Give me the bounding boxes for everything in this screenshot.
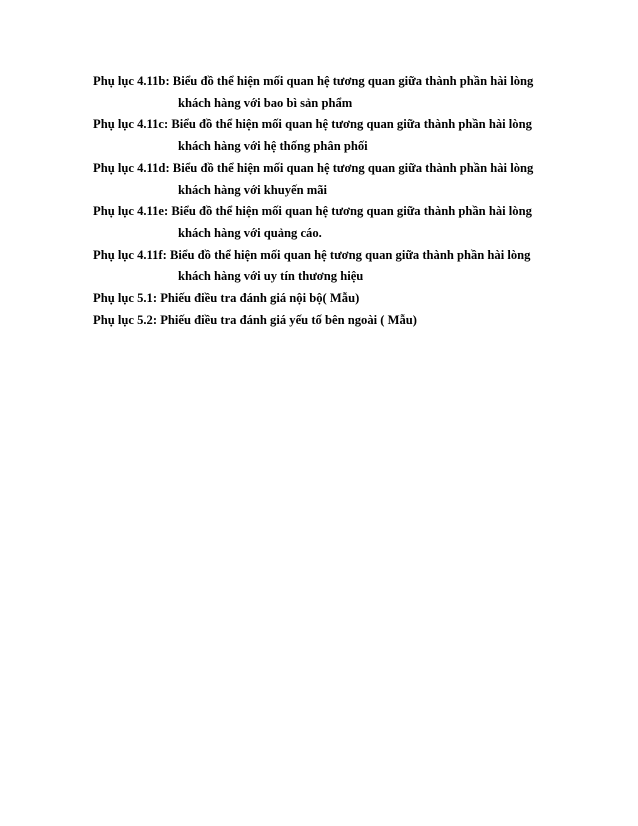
entry-label: Phụ lục 4.11f: [93,247,167,262]
appendix-entry-5-1 [93,288,593,310]
entry-continuation: khách hàng với hệ thống phân phối [178,139,368,154]
appendix-entry-4-11f [93,245,593,288]
entry-title: Phiếu điều tra đánh giá nội bộ( Mẫu) [160,291,360,306]
appendix-entry-4-11b [93,71,593,114]
entry-first-line [93,71,593,93]
entry-continuation: khách hàng với khuyến mãi [178,182,328,197]
entry-title: Biểu đồ thể hiện mối quan hệ tương quan giữa thành phần hài lòng [171,204,532,219]
appendix-entry-4-11e [93,201,593,244]
entry-title: Biểu đồ thể hiện mối quan hệ tương quan giữa thành phần hài lòng [169,247,531,262]
appendix-entry-5-2 [93,310,593,332]
appendix-list [93,71,593,331]
appendix-entry-4-11d [93,158,593,201]
entry-first-line [93,310,593,332]
entry-label: Phụ lục 4.11d: [93,160,170,175]
entry-title: Phiếu điều tra đánh giá yếu tố bên ngoài ( Mẫu) [160,312,417,327]
entry-label: Phụ lục 5.2: [93,312,158,327]
appendix-entry-4-11c [93,114,593,157]
entry-first-line [93,158,593,180]
entry-label: Phụ lục 4.11b: [93,74,170,88]
entry-continuation: khách hàng với uy tín thương hiệu [178,269,364,284]
entry-label: Phụ lục 4.11c: [93,117,169,132]
entry-first-line [93,114,593,136]
entry-first-line [93,245,593,267]
entry-continuation: khách hàng với bao bì sản phẩm [178,95,353,110]
entry-first-line [93,288,593,310]
entry-label: Phụ lục 4.11e: [93,204,169,219]
entry-title: Biểu đồ thể hiện mối quan hệ tương quan giữa thành phần hài lòng [172,160,534,175]
entry-title: Biểu đồ thể hiện mối quan hệ tương quan giữa thành phần hài lòng [171,117,532,132]
entry-first-line [93,201,593,223]
entry-title: Biểu đồ thể hiện mối quan hệ tương quan giữa thành phần hài lòng [172,74,534,88]
entry-label: Phụ lục 5.1: [93,291,158,306]
entry-continuation: khách hàng với quảng cáo. [178,225,322,240]
